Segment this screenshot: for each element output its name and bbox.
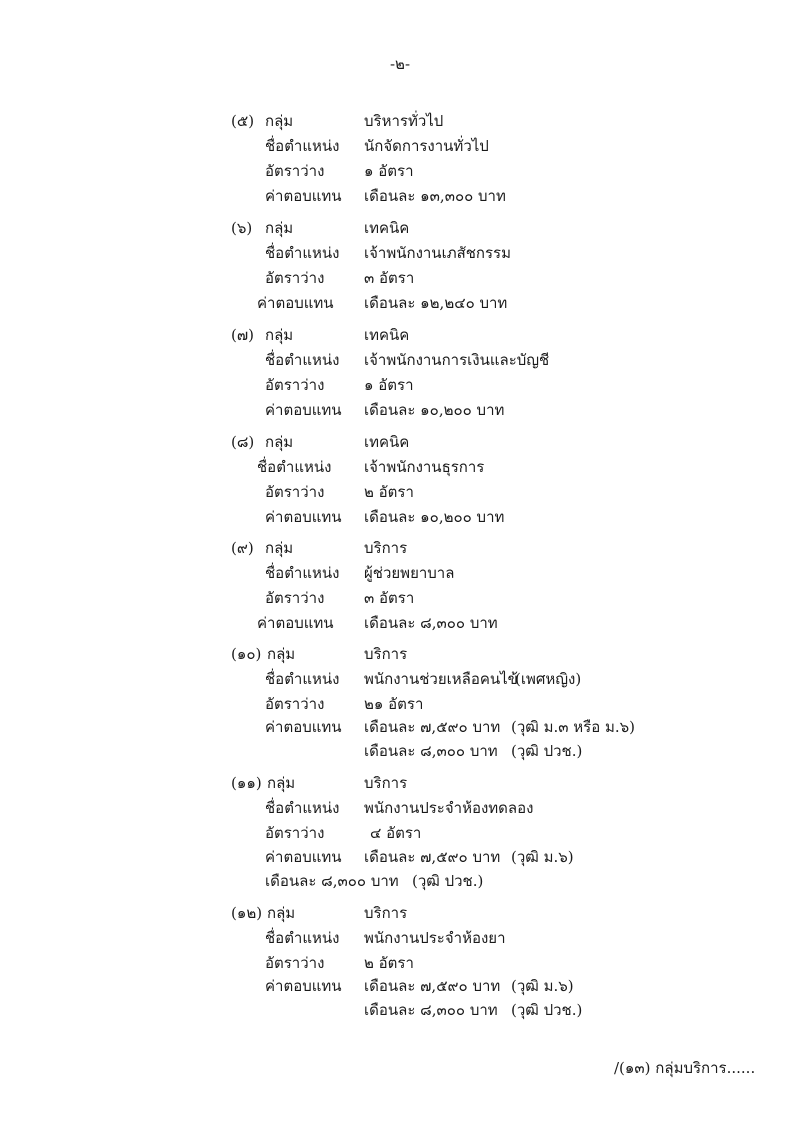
vacancy-label: อัตราว่าง	[265, 954, 325, 972]
pay-note: (วุฒิ ม.๖)	[511, 848, 574, 866]
pay-amount: เดือนละ ๘,๓๐๐ บาท	[364, 742, 498, 760]
title-label: ชื่อตำแหน่ง	[265, 244, 340, 262]
vacancy-value: ๔ อัตรา	[370, 824, 422, 842]
title-value: พนักงานช่วยเหลือคนไข้	[364, 670, 518, 688]
vacancy-value: ๒๑ อัตรา	[364, 695, 424, 713]
pay-amount: เดือนละ ๘,๓๐๐ บาท	[265, 872, 399, 890]
position-number: (๙)	[231, 539, 254, 557]
pay-amount: เดือนละ ๑๐,๒๐๐ บาท	[364, 401, 505, 419]
title-note: (เพศหญิง)	[515, 670, 582, 688]
group-value: เทคนิค	[364, 219, 410, 237]
title-value: นักจัดการงานทั่วไป	[364, 137, 489, 155]
pay-amount: เดือนละ ๗,๕๙๐ บาท	[364, 848, 501, 866]
pay-label: ค่าตอบแทน	[265, 718, 342, 736]
position-number: (๗)	[231, 326, 254, 344]
vacancy-label: อัตราว่าง	[265, 695, 325, 713]
pay-amount: เดือนละ ๑๓,๓๐๐ บาท	[364, 187, 506, 205]
group-value: บริหารทั่วไป	[364, 112, 444, 130]
title-label: ชื่อตำแหน่ง	[265, 929, 340, 947]
group-value: บริการ	[364, 774, 408, 792]
pay-note: (วุฒิ ปวช.)	[511, 1001, 583, 1019]
vacancy-label: อัตราว่าง	[265, 162, 325, 180]
pay-note: (วุฒิ ปวช.)	[511, 742, 583, 760]
continuation-note: /(๑๓) กลุ่มบริการ......	[614, 1059, 756, 1077]
title-label: ชื่อตำแหน่ง	[265, 799, 340, 817]
group-value: บริการ	[364, 645, 408, 663]
title-value: เจ้าพนักงานการเงินและบัญชี	[364, 351, 550, 369]
pay-label: ค่าตอบแทน	[265, 848, 342, 866]
vacancy-label: อัตราว่าง	[265, 483, 325, 501]
pay-note: (วุฒิ ปวช.)	[412, 872, 484, 890]
group-label: กลุ่ม	[265, 112, 294, 130]
vacancy-label: อัตราว่าง	[265, 589, 325, 607]
vacancy-value: ๒ อัตรา	[364, 483, 414, 501]
title-value: พนักงานประจำห้องทดลอง	[364, 799, 534, 817]
vacancy-value: ๒ อัตรา	[364, 954, 414, 972]
vacancy-value: ๑ อัตรา	[364, 376, 414, 394]
page-number: -๒-	[389, 55, 411, 73]
group-label: กลุ่ม	[267, 645, 296, 663]
title-value: ผู้ช่วยพยาบาล	[364, 564, 455, 582]
position-number: (๖)	[231, 219, 253, 237]
vacancy-label: อัตราว่าง	[265, 269, 325, 287]
title-value: เจ้าพนักงานธุรการ	[364, 458, 485, 476]
group-label: กลุ่ม	[265, 433, 294, 451]
position-number: (๕)	[231, 112, 255, 130]
vacancy-value: ๑ อัตรา	[364, 162, 414, 180]
group-value: บริการ	[364, 539, 408, 557]
vacancy-label: อัตราว่าง	[265, 376, 325, 394]
pay-amount: เดือนละ ๘,๓๐๐ บาท	[364, 1001, 498, 1019]
group-label: กลุ่ม	[267, 904, 296, 922]
group-label: กลุ่ม	[265, 539, 294, 557]
position-number: (๑๑)	[231, 774, 262, 792]
group-value: เทคนิค	[364, 326, 410, 344]
position-number: (๑๐)	[231, 645, 262, 663]
pay-amount: เดือนละ ๑๐,๒๐๐ บาท	[364, 508, 505, 526]
pay-amount: เดือนละ ๗,๕๙๐ บาท	[364, 977, 501, 995]
vacancy-value: ๓ อัตรา	[364, 589, 415, 607]
pay-note: (วุฒิ ม.๖)	[511, 977, 574, 995]
group-label: กลุ่ม	[265, 219, 294, 237]
group-value: เทคนิค	[364, 433, 410, 451]
pay-label: ค่าตอบแทน	[265, 977, 342, 995]
pay-amount: เดือนละ ๑๒,๒๔๐ บาท	[364, 294, 508, 312]
vacancy-value: ๓ อัตรา	[364, 269, 415, 287]
title-value: เจ้าพนักงานเภสัชกรรม	[364, 244, 511, 262]
title-label: ชื่อตำแหน่ง	[265, 137, 340, 155]
vacancy-label: อัตราว่าง	[265, 824, 325, 842]
pay-label: ค่าตอบแทน	[257, 614, 334, 632]
position-number: (๑๒)	[231, 904, 263, 922]
group-value: บริการ	[364, 904, 408, 922]
pay-label: ค่าตอบแทน	[257, 294, 334, 312]
position-number: (๘)	[231, 433, 255, 451]
title-label: ชื่อตำแหน่ง	[265, 670, 340, 688]
group-label: กลุ่ม	[265, 326, 294, 344]
pay-note: (วุฒิ ม.๓ หรือ ม.๖)	[511, 718, 636, 736]
title-label: ชื่อตำแหน่ง	[257, 458, 332, 476]
pay-amount: เดือนละ ๗,๕๙๐ บาท	[364, 718, 501, 736]
title-value: พนักงานประจำห้องยา	[364, 929, 506, 947]
pay-label: ค่าตอบแทน	[265, 187, 342, 205]
group-label: กลุ่ม	[267, 774, 296, 792]
pay-label: ค่าตอบแทน	[265, 508, 342, 526]
title-label: ชื่อตำแหน่ง	[265, 351, 340, 369]
title-label: ชื่อตำแหน่ง	[265, 564, 340, 582]
pay-amount: เดือนละ ๘,๓๐๐ บาท	[364, 614, 498, 632]
pay-label: ค่าตอบแทน	[265, 401, 342, 419]
